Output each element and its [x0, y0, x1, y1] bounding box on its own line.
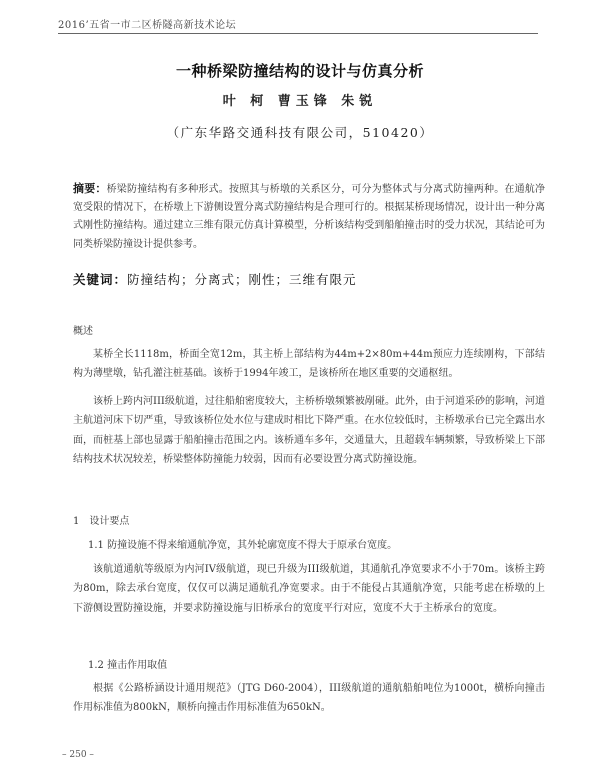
keywords-label: 关键词：	[73, 272, 128, 287]
subsection-1-2-heading: 1.2 撞击作用取值	[88, 660, 168, 671]
keywords-text: 防撞结构；分离式；刚性；三维有限元	[127, 272, 357, 287]
running-header: 2016’五省一市二区桥隧高新技术论坛	[58, 20, 237, 31]
abstract-text: 桥梁防撞结构有多种形式。按照其与桥墩的关系区分，可分为整体式与分离式防撞两种。在通航净宽受限的情况下，在桥墩上下游侧设置分离式防撞结构是合理可行的。根据某桥现场情况，设计出一种分离式刚性防撞结构。通过建立三维有限元仿真计算模型，分析该结构受到船舶撞击时的受力状况，其结论可为同类桥梁防撞设计提供参考。	[73, 184, 546, 250]
overview-paragraph-1: 某桥全长1118m，桥面全宽12m，其主桥上部结构为44m+2×80m+44m预应力连续刚构，下部结构为薄壁墩，钻孔灌注桩基础。该桥于1994年竣工，是该桥所在地区重要的交通枢纽。	[73, 349, 545, 380]
section-1-2-paragraph: 根据《公路桥涵设计通用规范》（JTG D60-2004），III级航道的通航船舶吨位为1000t，横桥向撞击作用标准值为800kN，顺桥向撞击作用标准值为650kN。	[73, 683, 545, 714]
abstract	[73, 180, 545, 254]
overview-heading: 概述	[73, 326, 93, 337]
paper-authors: 叶 柯 曹玉锋 朱锐	[222, 94, 378, 109]
subsection-1-1-heading: 1.1 防撞设施不得来缩通航净宽，其外轮廓宽度不得大于原承台宽度。	[88, 540, 398, 551]
paper-title: 一种桥梁防撞结构的设计与仿真分析	[175, 62, 424, 80]
header-rule	[58, 33, 538, 34]
section-1-1-paragraph: 该航道通航等级原为内河IV级航道，现已升级为III级航道，其通航孔净宽要求不小于70m。该桥主跨为80m，除去承台宽度，仅仅可以满足通航孔净宽要求。由于不能侵占其通航净宽，只能考虑在桥墩的上下游侧设置防撞设施，并要求防撞设施与旧桥承台的宽度平行对应，宽度不大于主桥承台的宽度。	[73, 564, 545, 614]
section-1-heading: 1 设计要点	[73, 516, 130, 527]
paper-affiliation: （广东华路交通科技有限公司，510420）	[166, 125, 434, 140]
abstract-label: 摘要：	[73, 182, 107, 195]
page-number: – 250 –	[62, 750, 94, 760]
overview-paragraph-2: 该桥上跨内河III级航道，过往船舶密度较大，主桥桥墩频繁被剐碰。此外，由于河道采砂的影响，河道主航道河床下切严重，导致该桥位处水位与建成时相比下降严重。在水位较低时，主桥墩承台已完全露出水面，而桩基上部也显露于船舶撞击范围之内。该桥通车多年，交通量大，且超载车辆频繁，导致桥梁上下部结构技术状况较差，桥梁整体防撞能力较弱，因而有必要设置分离式防撞设施。	[73, 396, 545, 465]
keywords	[73, 270, 553, 288]
